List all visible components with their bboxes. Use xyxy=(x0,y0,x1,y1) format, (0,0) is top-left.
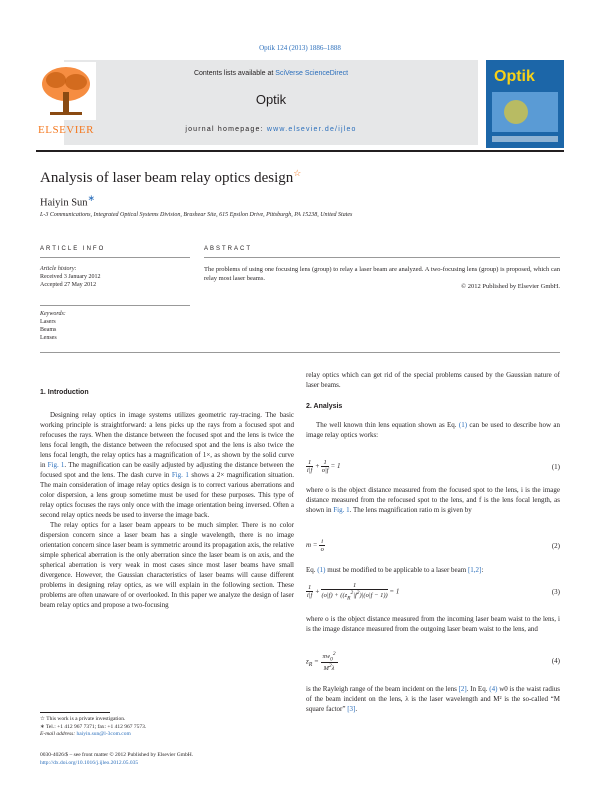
equation-link[interactable]: (4) xyxy=(489,685,498,693)
paragraph xyxy=(306,420,560,440)
header-rule xyxy=(36,150,564,152)
text: is the Rayleigh range of the beam incident on the lens xyxy=(306,685,459,693)
contents-prefix: Contents lists available at xyxy=(193,70,276,77)
section-heading-introduction: 1. Introduction xyxy=(40,389,89,396)
title-footnote-mark[interactable]: ☆ xyxy=(293,168,302,178)
cover-title: Optik xyxy=(494,68,535,85)
text: : xyxy=(481,566,484,574)
footnote-email xyxy=(40,731,300,739)
keyword: Lenses xyxy=(40,335,57,341)
footnote-tel: ∗ Tel.: +1 412 967 7371; fax: +1 412 967 7573. xyxy=(40,723,147,730)
text: where o is the object distance measured from the focused spot to the lens, i is the image distance measured from the refocused spot to the lens, and f is the lens focal length, as shown in xyxy=(306,486,560,514)
equation-number: (2) xyxy=(551,542,560,550)
paragraph: relay optics which can get rid of the special problems caused by the Gaussian nature of laser beams. xyxy=(306,371,560,389)
paragraph: The relay optics for a laser beam appears to be much simpler. There is no color dispersion concern since a laser beam has a single wavelength, there is no image orientation concern since laser beam is symmetric around its propagation axis, the relative simple spherical aberration is the only aberration since the laser beam is on axis, and the spherical aberration is very weak in most cases since most laser beams have small divergence. However, the Gaussian characteristics of laser beams will cause different problems in designing relay optics, as we will explain in the following section. These problems are often unaware of or overlooked. In this paper we analyze the design of laser beam relay optics and propose a two-focusing xyxy=(40,521,294,609)
journal-homepage xyxy=(64,126,478,133)
affiliation: L-3 Communications, Integrated Optical Systems Division, Brashear Site, 615 Epsilon Drive, Pittsburgh, PA 15238, United States xyxy=(40,212,353,218)
journal-cover-image xyxy=(486,60,564,148)
divider xyxy=(40,257,190,258)
citation-link[interactable]: [1,2] xyxy=(467,566,482,574)
equation-2: m = $\frac{i}{o}$ (2) xyxy=(306,538,560,553)
equation-number: (4) xyxy=(551,657,560,665)
paragraph xyxy=(306,565,560,575)
paragraph xyxy=(40,410,294,520)
email-link[interactable]: haiyin.sun@l-3com.com xyxy=(76,731,131,737)
text: Eq. xyxy=(306,566,318,574)
equation-4: $z_R$ = $\frac{\pi w_0^2}{M^2\lambda}$ (4) xyxy=(306,651,560,673)
sciverse-link[interactable]: SciVerse ScienceDirect xyxy=(275,70,349,77)
text: . The magnification can be easily adjusted by adjusting the distance between the focused spot and the lens. The dash curve in xyxy=(40,461,295,479)
footnotes xyxy=(40,716,300,739)
accepted-date: Accepted 27 May 2012 xyxy=(40,282,97,288)
title-text: Analysis of laser beam relay optics design xyxy=(40,170,294,186)
divider xyxy=(40,305,190,306)
abstract-heading: ABSTRACT xyxy=(204,246,253,252)
abstract-text: The problems of using one focusing lens (group) to relay a laser beam are analyzed. A two-focusing lens (group) is proposed, which can relay most laser beams. xyxy=(204,266,560,282)
citation-link[interactable]: [2] xyxy=(458,685,467,693)
equation-link[interactable]: (1) xyxy=(458,421,468,429)
text: . In Eq. xyxy=(466,685,490,693)
paragraph xyxy=(306,485,560,515)
keyword: Beams xyxy=(40,327,57,333)
equation-link[interactable]: (1) xyxy=(317,566,326,574)
homepage-link[interactable]: www.elsevier.de/ijleo xyxy=(266,126,357,133)
keyword: Lasers xyxy=(40,319,56,325)
text: can be used to describe how an image relay optics works: xyxy=(306,421,560,439)
received-date: Received 3 January 2012 xyxy=(40,274,101,280)
figure-link[interactable]: Fig. 1 xyxy=(333,506,350,514)
doi-link[interactable]: http://dx.doi.org/10.1016/j.ijleo.2012.05.035 xyxy=(40,759,139,766)
equation-number: (1) xyxy=(551,463,560,471)
citation-link[interactable]: [3] xyxy=(347,705,356,713)
text: . xyxy=(355,705,358,713)
history-label: Article history: xyxy=(40,266,77,272)
email-label: E-mail address: xyxy=(40,731,77,737)
text: w0 is the waist radius of the beam incident on the lens, λ is the laser wavelength and M² is the so-called “M square factor” xyxy=(306,685,560,713)
article-title xyxy=(40,168,301,187)
text: must be modified to be applicable to a laser beam xyxy=(325,566,468,574)
homepage-prefix: journal homepage: xyxy=(185,126,267,133)
text: The well known thin lens equation shown as Eq. xyxy=(316,421,459,429)
contents-available-line xyxy=(64,70,478,77)
journal-name: Optik xyxy=(255,92,287,107)
front-matter xyxy=(40,752,300,767)
text: . The lens magnification ratio m is given by xyxy=(349,506,472,514)
section-heading-analysis: 2. Analysis xyxy=(306,403,343,410)
paragraph xyxy=(306,684,560,714)
elsevier-logo-text: ELSEVIER xyxy=(38,124,94,136)
journal-citation[interactable]: Optik 124 (2013) 1886–1888 xyxy=(259,44,341,52)
divider xyxy=(40,352,560,353)
figure-link[interactable]: Fig. 1 xyxy=(47,461,65,469)
equation-number: (3) xyxy=(551,588,560,596)
equation-3: $\frac{1}{i|f}$ + $\frac{1}{(o|f) + ((z_R^2|f^2)|(o|f - 1))}$ = 1 (3) xyxy=(306,582,560,602)
text: Designing relay optics in image systems utilizes geometric ray-tracing. The basic working principle is straightforward: a lens picks up the rays from a focused spot and refocuses the rays. When the distance between the focused spot and the lens is twice the lens focal length, the distance between the refocused spot and the lens is also twice the lens focal length, the relay optics has a magnification of 1×, as shown by the solid curve in xyxy=(40,411,294,469)
keywords xyxy=(40,310,190,342)
article-history xyxy=(40,265,190,289)
author xyxy=(40,193,95,209)
body-column-left xyxy=(40,388,294,610)
equation-1: $\frac{1}{i|f}$ + $\frac{1}{o|f}$ = 1 (1) xyxy=(306,459,560,474)
paragraph: where o is the object distance measured from the incoming laser beam waist to the lens, i is the image distance measured from the outgoing laser beam waist to the lens, and xyxy=(306,615,560,633)
keywords-label: Keywords: xyxy=(40,311,66,317)
divider xyxy=(204,257,560,258)
footnote-rule xyxy=(40,712,110,713)
author-footnote-mark[interactable]: ∗ xyxy=(87,193,95,203)
article-info-heading: ARTICLE INFO xyxy=(40,246,106,252)
text: shows a 2× magnification situation. The main consideration of image relay optics design is to correct various aberrations and color dispersion, a lens group sometime must be used for these purposes. This type of relay optics focuses the rays only once with the image orientation being inversed. Often a second relay optics needs be used to inverse the image back. xyxy=(40,471,295,519)
body-column-right xyxy=(306,370,560,440)
figure-link[interactable]: Fig. 1 xyxy=(171,471,189,479)
footnote-star: ☆ This work is a private investigation. xyxy=(40,716,126,722)
copyright: © 2012 Published by Elsevier GmbH. xyxy=(461,283,560,290)
issn-line: 0030-4026/$ – see front matter © 2012 Published by Elsevier GmbH. xyxy=(40,752,194,758)
author-name: Haiyin Sun xyxy=(40,197,88,209)
